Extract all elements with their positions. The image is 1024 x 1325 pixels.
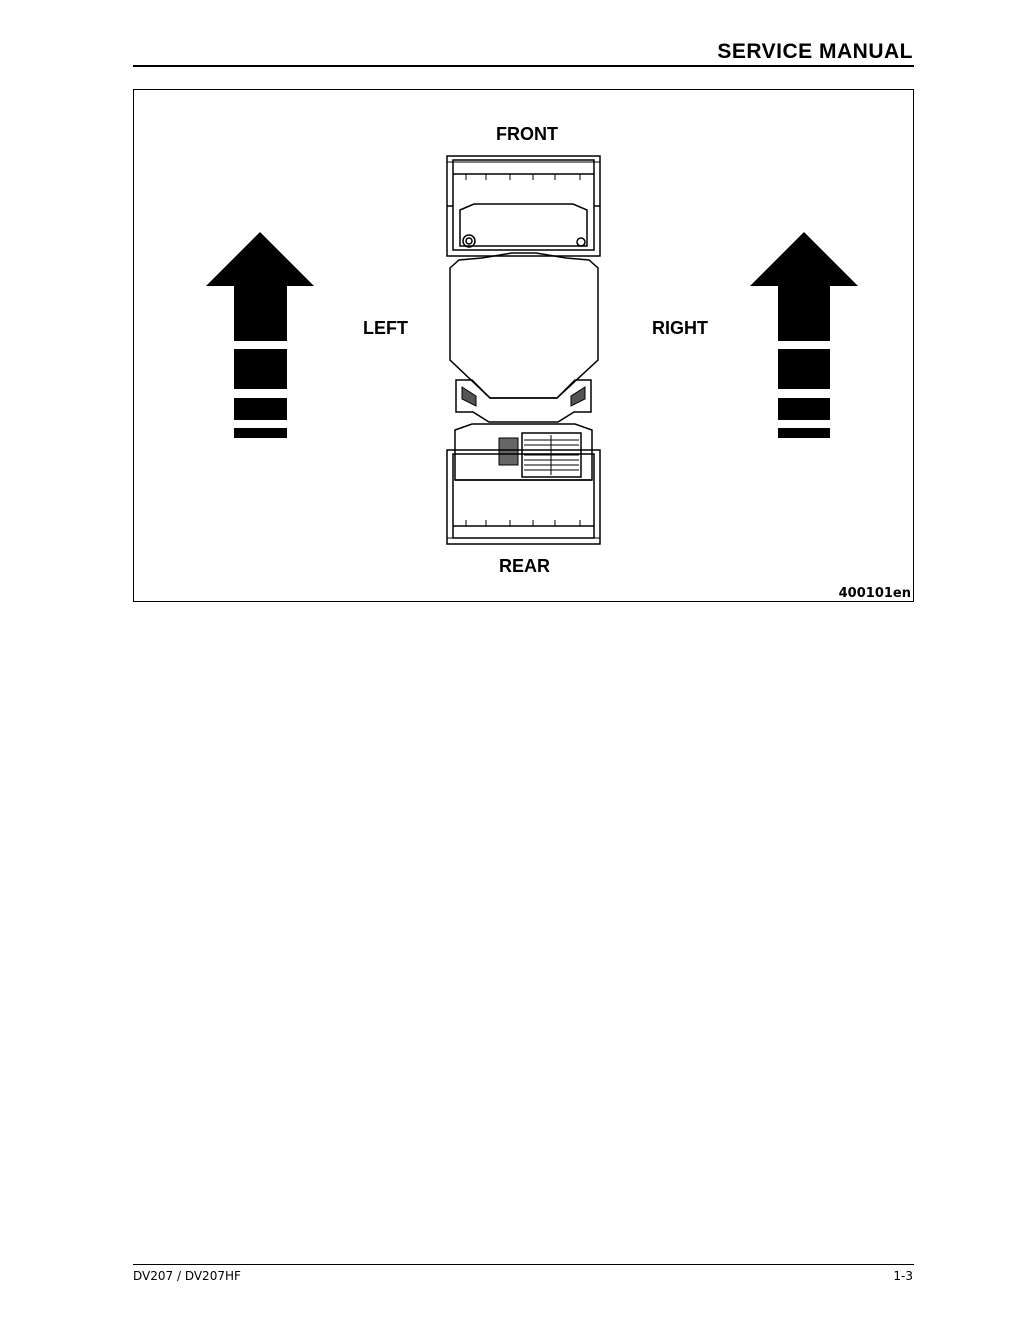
header-rule — [133, 65, 914, 67]
label-front: FRONT — [496, 124, 558, 144]
figure-code: 400101en — [838, 586, 911, 601]
machine-outline — [447, 156, 600, 544]
right-forward-arrow-icon — [750, 232, 858, 438]
footer-model: DV207 / DV207HF — [133, 1269, 241, 1283]
roller-top-view-drawing — [134, 90, 913, 601]
left-forward-arrow-icon — [206, 232, 314, 438]
footer-page-number: 1-3 — [893, 1269, 913, 1283]
label-rear: REAR — [499, 556, 551, 576]
footer-rule — [133, 1264, 914, 1265]
label-left: LEFT — [363, 318, 408, 338]
label-right: RIGHT — [652, 318, 708, 338]
orientation-figure — [133, 89, 914, 602]
page-header-title: SERVICE MANUAL — [717, 40, 913, 63]
